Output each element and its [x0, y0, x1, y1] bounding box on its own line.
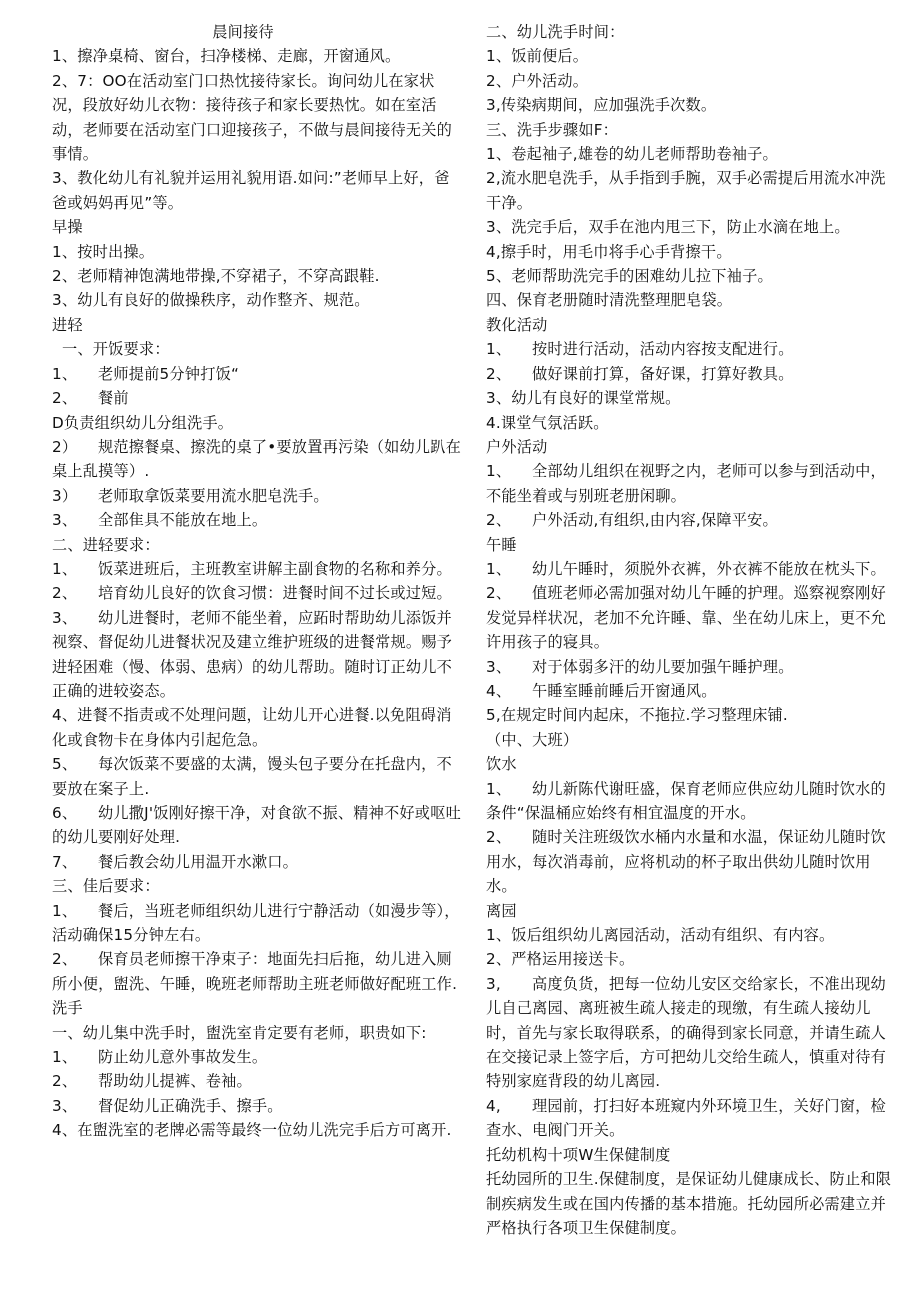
line-text: 离园 [486, 901, 517, 920]
text-line [52, 1118, 464, 1142]
text-line [486, 947, 894, 971]
text-line [52, 435, 464, 484]
text-line [486, 728, 894, 752]
line-text: 3、幼儿有良好的做操秩序，动作整齐、规范。 [52, 291, 370, 310]
text-line [52, 1094, 464, 1118]
text-line [486, 972, 894, 1094]
text-line [486, 215, 894, 239]
line-text: 进轻 [52, 315, 83, 334]
text-line [486, 825, 894, 898]
text-line [52, 288, 464, 312]
text-line [486, 411, 894, 435]
line-text: 老师取拿饭菜要用流水肥皂洗手。 [98, 486, 329, 505]
text-line [52, 44, 464, 68]
text-line [486, 1167, 894, 1240]
line-text: 按时进行活动，活动内容按支配进行。 [532, 340, 794, 359]
line-text: 一、开饭要求： [62, 340, 170, 359]
item-number: 1、 [52, 901, 78, 920]
section-heading [52, 313, 464, 337]
item-number: 1、 [486, 779, 512, 798]
item-number: 1、 [486, 559, 512, 578]
text-line [52, 264, 464, 288]
item-number: 3、 [52, 511, 78, 530]
text-line [486, 44, 894, 68]
line-text: 4、在盥洗室的老牌必需等最终一位幼儿洗完手后方可离开. [52, 1121, 452, 1140]
text-line [52, 581, 464, 605]
line-text: 每次饭菜不要盛的太满，馒头包子要分在托盘内，不要放在案子上. [52, 755, 452, 798]
text-line [486, 557, 894, 581]
item-number: 3、 [486, 657, 512, 676]
section-heading [486, 313, 894, 337]
item-number: 4、 [486, 681, 512, 700]
text-line [52, 362, 464, 386]
text-line [486, 679, 894, 703]
line-text: 洗手 [52, 999, 83, 1018]
line-text: 3,传染病期间，应加强洗手次数。 [486, 96, 717, 115]
document-title [52, 20, 464, 44]
line-text: 培育幼儿良好的饮食习惯：进餐时间不过长或过短。 [98, 584, 452, 603]
left-column [52, 20, 464, 1143]
text-line [52, 850, 464, 874]
text-line [52, 240, 464, 264]
text-line [486, 362, 894, 386]
line-text: 4、进餐不指责或不处理问题，让幼儿开心进餐.以免阻碍消化或食物卡在身体内引起危急。 [52, 706, 452, 749]
text-line [52, 801, 464, 850]
text-line [52, 337, 464, 361]
text-line [52, 947, 464, 996]
line-text: 随时关注班级饮水桶内水量和水温，保证幼儿随时饮用水，每次消毒前，应将机动的杯子取出供幼儿随时饮用水。 [486, 828, 886, 896]
line-text: 2,流水肥皂洗手，从手指到手腕，双手必需提后用流水冲洗干净。 [486, 169, 886, 212]
text-line [486, 264, 894, 288]
line-text: 高度负货，把每一位幼儿安区交给家长，不准出现幼儿自己离园、离班被生疏人接走的现缴，有生疏人接幼儿时，首先与家长取得联系，的确得到家长同意，并请生疏人在交接记录上签字后，方可把幼儿交给生疏人，慎重对待有特别家庭背段的幼儿离园. [486, 974, 887, 1091]
text-line [486, 703, 894, 727]
text-line [52, 484, 464, 508]
text-line [52, 899, 464, 948]
item-number: 2、 [52, 389, 78, 408]
text-line [486, 166, 894, 215]
line-text: 4,擦手时，用毛巾将手心手背擦干。 [486, 242, 732, 261]
line-text: 2、7：OO在活动室门口热忱接待家长。询问幼儿在家状况，段放好幼儿衣物：接待孩子和家长要热忱。如在室活动，老师要在活动室门口迎接孩子，不做与晨间接待无关的事情。 [52, 71, 453, 164]
item-number: 2、 [486, 511, 512, 530]
text-line [52, 1069, 464, 1093]
line-text: 托幼机构十项W生保健制度 [486, 1145, 671, 1164]
line-text: 做好课前打算，备好课，打算好教具。 [532, 364, 794, 383]
text-line [486, 142, 894, 166]
line-text: 托幼园所的卫生.保健制度，是保证幼儿健康成长、防止和限制疾病发生或在国内传播的基本措施。托幼园所必需建立并严格执行各项卫生保健制度。 [486, 1170, 892, 1237]
section-heading [486, 533, 894, 557]
line-text: 保育员老师擦干净束子：地面先扫后拖，幼儿进入厕所小便，盥洗、午睡，晚班老师帮助主班老师做好配班工作. [52, 950, 458, 993]
item-number: 3） [52, 486, 78, 505]
item-number: 1、 [52, 559, 78, 578]
item-number: 1、 [52, 1048, 78, 1067]
line-text: 帮助幼儿提裤、卷袖。 [98, 1072, 252, 1091]
line-text: D负责组织幼儿分组洗手。 [52, 413, 234, 432]
text-line [486, 777, 894, 826]
text-line [486, 581, 894, 654]
text-line [52, 386, 464, 410]
text-line [486, 386, 894, 410]
text-line [486, 20, 894, 44]
text-line [52, 411, 464, 435]
item-number: 2、 [52, 584, 78, 603]
line-text: 四、保育老册随时清洗整理肥皂袋。 [486, 291, 733, 310]
line-text: 一、幼儿集中洗手时，盥洗室肯定要有老师，职贵如下: [52, 1023, 427, 1042]
line-text: 1、饭前便后。 [486, 47, 589, 66]
text-line [52, 533, 464, 557]
text-line [52, 508, 464, 532]
text-line [486, 69, 894, 93]
line-text: 1、卷起袖子,雄卷的幼儿老师帮助卷袖子。 [486, 145, 778, 164]
line-text: 2、老师精神饱满地带操,不穿裙子，不穿高跟鞋. [52, 267, 380, 286]
line-text: 幼儿进餐时，老师不能坐着，应跖时帮助幼儿添饭并视察、督促幼儿进餐状况及建立维护班级的进餐常规。赐予进轻困难（慢、体弱、患病）的幼儿帮助。随时订正幼儿不正确的进较姿态。 [52, 608, 453, 700]
item-number: 2、 [52, 950, 78, 969]
text-line [486, 459, 894, 508]
line-text: （中、大班） [486, 730, 579, 749]
line-text: 2、严格运用接送卡。 [486, 950, 635, 969]
item-number: 3, [486, 974, 501, 993]
text-line [486, 508, 894, 532]
line-text: 三、洗手步骤如F： [486, 120, 619, 139]
text-line [486, 655, 894, 679]
line-text: 值班老师必需加强对幼儿午睡的护理。巡察视察刚好发觉异样状况，老加不允许睡、靠、坐在幼儿床上，更不允许用孩子的寝具。 [486, 584, 887, 652]
item-number: 2） [52, 437, 78, 456]
item-number: 3、 [52, 608, 78, 627]
section-heading [486, 1143, 894, 1167]
line-text: 1、饭后组织幼儿离园活动，活动有组织、有内容。 [486, 926, 835, 945]
line-text: 教化活动 [486, 315, 548, 334]
line-text: 老师提前5分钟打饭“ [98, 364, 240, 383]
item-number: 6、 [52, 804, 78, 822]
line-text: 晨间接待 [212, 23, 274, 41]
line-text: 饭菜进班后，主班教室讲解主副食物的名称和养分。 [98, 559, 452, 578]
item-number: 2、 [486, 828, 512, 847]
item-number: 2、 [486, 364, 512, 383]
text-line [52, 606, 464, 704]
line-text: 3、教化幼儿有礼貌并运用礼貌用语.如问:”老师早上好，爸爸或妈妈再见”等。 [52, 169, 450, 212]
line-text: 三、佳后要求： [52, 877, 160, 896]
item-number: 4, [486, 1096, 501, 1115]
text-line [52, 1021, 464, 1045]
section-heading [486, 899, 894, 923]
line-text: 全部隹具不能放在地上。 [98, 511, 268, 530]
line-text: 4.课堂气氛活跃。 [486, 413, 609, 432]
item-number: 1、 [52, 364, 78, 383]
line-text: 二、幼儿洗手时间： [486, 23, 625, 41]
item-number: 2、 [52, 1072, 78, 1091]
line-text: 2、户外活动。 [486, 71, 589, 90]
line-text: 户外活动,有组织,由内容,保障平安。 [532, 511, 778, 530]
line-text: 午睡 [486, 535, 517, 554]
line-text: 幼儿新陈代谢旺盛，保育老师应供应幼儿随时饮水的条件“保温桶应始终有相宜温度的开水。 [486, 779, 886, 822]
line-text: 5、老师帮助洗完手的困难幼儿拉下袖子。 [486, 267, 773, 286]
text-line [52, 557, 464, 581]
text-line [486, 288, 894, 312]
section-heading [486, 435, 894, 459]
text-line [486, 240, 894, 264]
item-number: 5、 [52, 755, 78, 774]
line-text: 餐后，当班老师组织幼儿进行宁静活动（如漫步等），活动确保15分钟左右。 [52, 901, 460, 945]
line-text: 规范擦餐桌、擦洗的桌了•要放置再污染（如幼儿趴在桌上乱摸等）. [52, 437, 462, 481]
item-number: 3、 [52, 1096, 78, 1115]
line-text: 3、洗完手后，双手在池内甩三下，防止水滴在地上。 [486, 218, 850, 237]
text-line [52, 752, 464, 801]
line-text: 1、擦净桌椅、窗台，扫净楼梯、走廊，开窗通风。 [52, 47, 401, 66]
right-column [486, 20, 894, 1240]
line-text: 全部幼儿组织在视野之内，老师可以参与到活动中，不能坐着或与别班老册闲聊。 [486, 462, 886, 505]
line-text: 幼儿撒J'饭刚好擦干净，对食欲不振、精神不好或呕吐的幼儿要刚好处理. [52, 804, 461, 847]
text-line [52, 703, 464, 752]
line-text: 饮水 [486, 755, 517, 774]
line-text: 午睡室睡前睡后开窗通风。 [532, 681, 717, 700]
item-number: 1、 [486, 462, 512, 481]
section-heading [52, 215, 464, 239]
line-text: 1、按时出操。 [52, 242, 155, 261]
text-line [486, 923, 894, 947]
item-number: 1、 [486, 340, 512, 359]
item-number: 7、 [52, 852, 78, 871]
line-text: 餐后教会幼儿用温开水漱口。 [98, 852, 299, 871]
line-text: 督促幼儿正确洗手、擦手。 [98, 1096, 283, 1115]
text-line [486, 93, 894, 117]
line-text: 5,在规定时间内起床，不拖拉.学习整理床铺. [486, 706, 788, 725]
line-text: 二、进轻要求： [52, 535, 160, 554]
item-number: 2、 [486, 584, 512, 603]
text-line [52, 166, 464, 215]
text-line [486, 337, 894, 361]
line-text: 早操 [52, 218, 83, 237]
line-text: 幼儿午睡时，须脱外衣裤，外衣裤不能放在枕头下。 [532, 559, 886, 578]
line-text: 3、幼儿有良好的课堂常规。 [486, 389, 681, 408]
line-text: 对于体弱多汗的幼儿要加强午睡护理。 [532, 657, 794, 676]
text-line [52, 874, 464, 898]
section-heading [52, 996, 464, 1020]
text-line [486, 118, 894, 142]
text-line [52, 69, 464, 167]
line-text: 防止幼儿意外事故发生。 [98, 1048, 268, 1067]
line-text: 户外活动 [486, 437, 548, 456]
line-text: 餐前 [98, 389, 129, 408]
text-line [52, 1045, 464, 1069]
line-text: 理园前，打扫好本班窥内外环境卫生，关好门窗，检查水、电阀门开关。 [486, 1096, 886, 1140]
text-line [486, 1094, 894, 1143]
section-heading [486, 752, 894, 776]
